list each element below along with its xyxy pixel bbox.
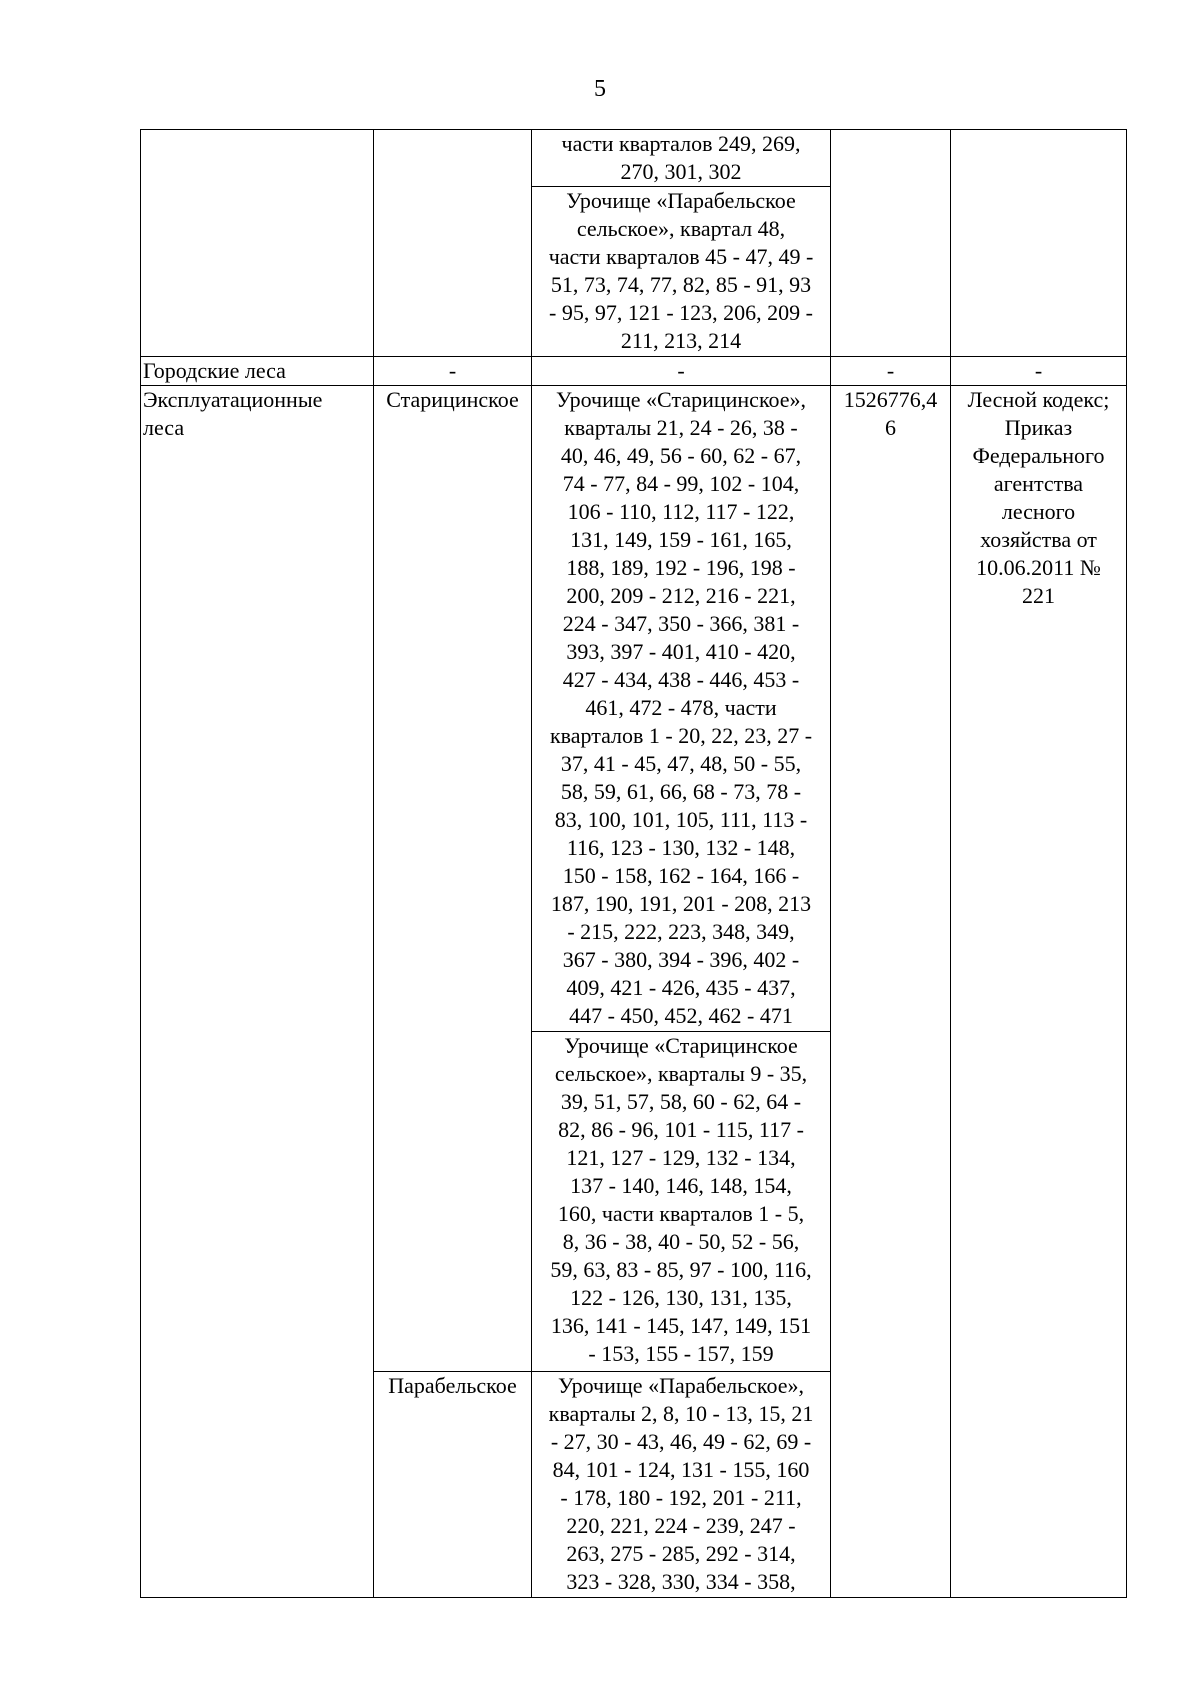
location-description: Урочище «Парабельское», кварталы 2, 8, 10 - 13, 15, 21 - 27, 30 - 43, 46, 49 - 62, 69 - 84, 101 - 124, 131 - 155, 160 - 178, 180 - 192, 201 - 211, 220, 221, 224 - 239, 247 - 263, 275 - 285, 292 - 314, 323 - 328, 330, 334 - 358, [532, 1372, 831, 1598]
table-row [141, 357, 1127, 386]
forestry-cell-empty [374, 130, 532, 357]
category-city-forests: Городские леса [141, 357, 374, 386]
forest-zones-table [140, 129, 1127, 1598]
forestry-staritsinskoe: Старицинское [374, 386, 532, 1372]
basis-cell-empty [951, 130, 1127, 357]
forestry-parabelskoe: Парабельское [374, 1372, 532, 1598]
table-row [141, 130, 1127, 187]
category-exploitation-forests: Эксплуатационные леса [141, 386, 374, 1598]
table-row [141, 386, 1127, 1032]
legal-basis: Лесной кодекс; Приказ Федерального агентства лесного хозяйства от 10.06.2011 № 221 [951, 386, 1127, 1598]
location-description: - [532, 357, 831, 386]
area-cell: - [831, 357, 951, 386]
forestry-cell: - [374, 357, 532, 386]
location-description: Урочище «Парабельское сельское», квартал 48, части кварталов 45 - 47, 49 - 51, 73, 74, 77, 82, 85 - 91, 93 - 95, 97, 121 - 123, 206, 209 - 211, 213, 214 [532, 187, 831, 357]
area-value: 1526776,4 6 [831, 386, 951, 1598]
location-description: Урочище «Старицинское сельское», кварталы 9 - 35, 39, 51, 57, 58, 60 - 62, 64 - 82, 86 - 96, 101 - 115, 117 - 121, 127 - 129, 132 - 134, 137 - 140, 146, 148, 154, 160, части кварталов 1 - 5, 8, 36 - 38, 40 - 50, 52 - 56, 59, 63, 83 - 85, 97 - 100, 116, 122 - 126, 130, 131, 135, 136, 141 - 145, 147, 149, 151 - 153, 155 - 157, 159 [532, 1032, 831, 1372]
category-cell-empty [141, 130, 374, 357]
page-number: 5 [594, 76, 606, 102]
basis-cell: - [951, 357, 1127, 386]
location-description: части кварталов 249, 269, 270, 301, 302 [532, 130, 831, 187]
location-description: Урочище «Старицинское», кварталы 21, 24 - 26, 38 - 40, 46, 49, 56 - 60, 62 - 67, 74 - 77, 84 - 99, 102 - 104, 106 - 110, 112, 117 - 122, 131, 149, 159 - 161, 165, 188, 189, 192 - 196, 198 - 200, 209 - 212, 216 - 221, 224 - 347, 350 - 366, 381 - 393, 397 - 401, 410 - 420, 427 - 434, 438 - 446, 453 - 461, 472 - 478, части кварталов 1 - 20, 22, 23, 27 - 37, 41 - 45, 47, 48, 50 - 55, 58, 59, 61, 66, 68 - 73, 78 - 83, 100, 101, 105, 111, 113 - 116, 123 - 130, 132 - 148, 150 - 158, 162 - 164, 166 - 187, 190, 191, 201 - 208, 213 - 215, 222, 223, 348, 349, 367 - 380, 394 - 396, 402 - 409, 421 - 426, 435 - 437, 447 - 450, 452, 462 - 471 [532, 386, 831, 1032]
area-cell-empty [831, 130, 951, 357]
